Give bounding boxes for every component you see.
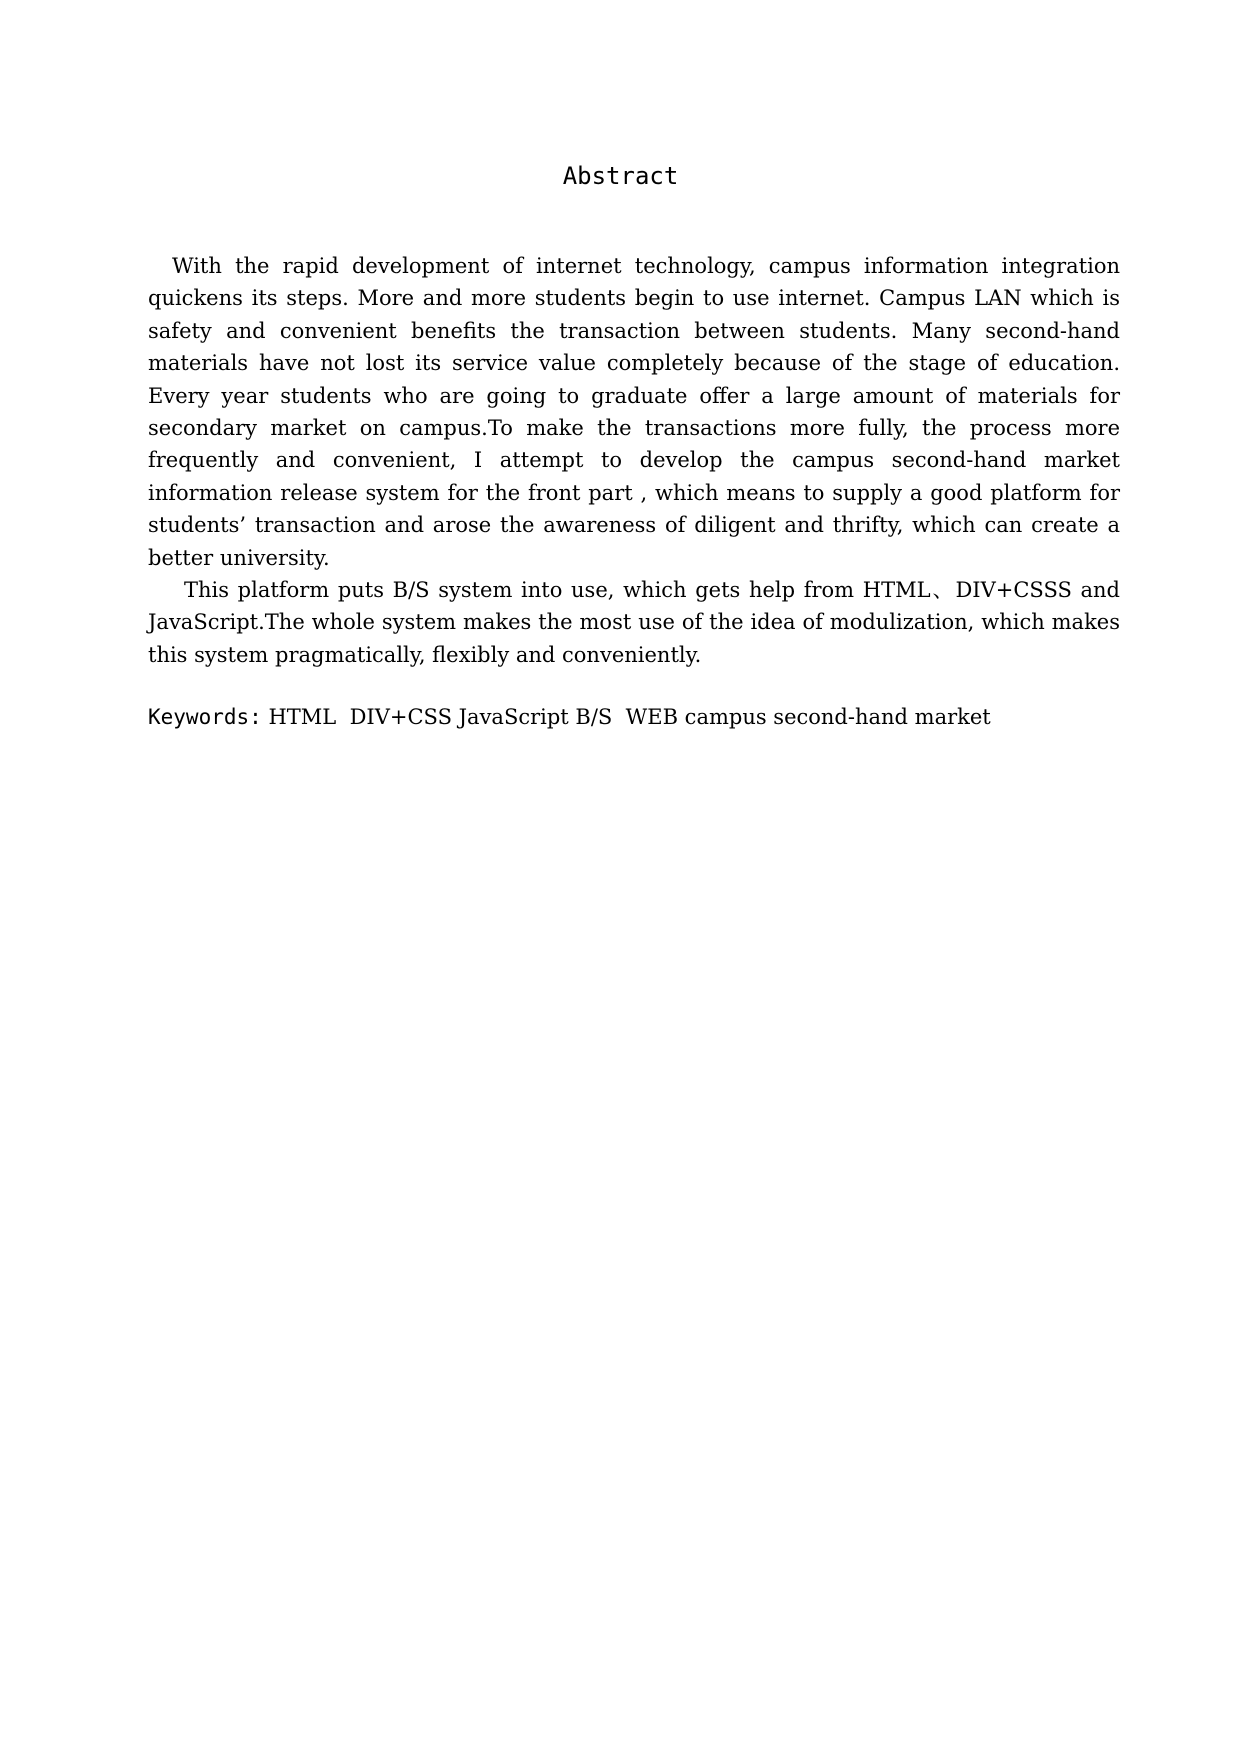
abstract-body [148, 250, 1120, 671]
abstract-title: Abstract [562, 162, 679, 190]
abstract-paragraph-2: This platform puts B/S system into use, which gets help from HTML、DIV+CSSS and JavaScript.The whole system makes the most use of the idea of modulization, which makes this system pragmatically, flexibly and conveniently. [148, 578, 1120, 667]
abstract-paragraph-1: With the rapid development of internet technology, campus information integration quickens its steps. More and more students begin to use internet. Campus LAN which is safety and convenient benefits the transaction between students. Many second-hand materials have not lost its service value completely because of the stage of education. Every year students who are going to graduate offer a large amount of materials for secondary market on campus.To make the transactions more fully, the process more frequently and convenient, I attempt to develop the campus second-hand market information release system for the front part , which means to supply a good platform for students’ transaction and arose the awareness of diligent and thrifty, which can create a better university. [148, 254, 1120, 570]
keywords-label: Keywords: [148, 705, 262, 729]
keywords-line [148, 701, 1120, 733]
keywords-value: HTML DIV+CSS JavaScript B/S WEB campus second-hand market [261, 705, 991, 729]
